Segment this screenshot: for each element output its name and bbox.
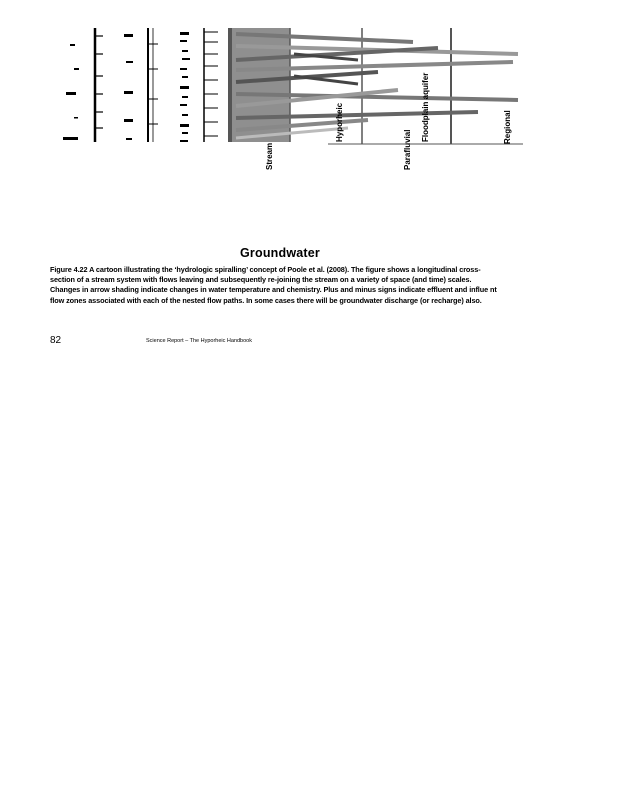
- minus-signs: [63, 44, 79, 140]
- figure-heading: Groundwater: [240, 246, 320, 260]
- label-stream: Stream: [265, 142, 274, 170]
- page-number: 82: [50, 335, 62, 346]
- sign-column-3: [180, 32, 190, 142]
- caption-line: Figure 4.22 A cartoon illustrating the ‘hydrologic spiralling’ concept of Poole et al. (2008). The figure shows a longitudinal cross-: [50, 265, 481, 274]
- stream-column-1: [95, 28, 103, 142]
- stream-column-3: [204, 28, 218, 142]
- label-floodplain-aquifer: Floodplain aquifer: [421, 72, 430, 142]
- running-footer: Science Report – The Hyporheic Handbook: [146, 338, 252, 344]
- figure-caption: [50, 265, 550, 306]
- sign-column-2: [124, 34, 133, 140]
- caption-line: section of a stream system with flows leaving and subsequently re-joining the stream on a variety of space (and time) scales.: [50, 275, 472, 285]
- caption-line: flow zones associated with each of the nested flow paths. In some cases there will be groundwater discharge (or recharge) also.: [50, 295, 482, 305]
- stream-column-2: [148, 28, 158, 142]
- caption-line: Changes in arrow shading indicate changes in water temperature and chemistry. Plus and minus signs indicate effluent and influe nt: [50, 285, 497, 295]
- label-parafluvial: Parafluvial: [403, 129, 412, 170]
- label-regional: Regional: [503, 110, 512, 144]
- flow-path-figure: [58, 24, 528, 174]
- label-hyporheic: Hyporheic: [335, 102, 344, 142]
- scale-dividers: [290, 28, 523, 144]
